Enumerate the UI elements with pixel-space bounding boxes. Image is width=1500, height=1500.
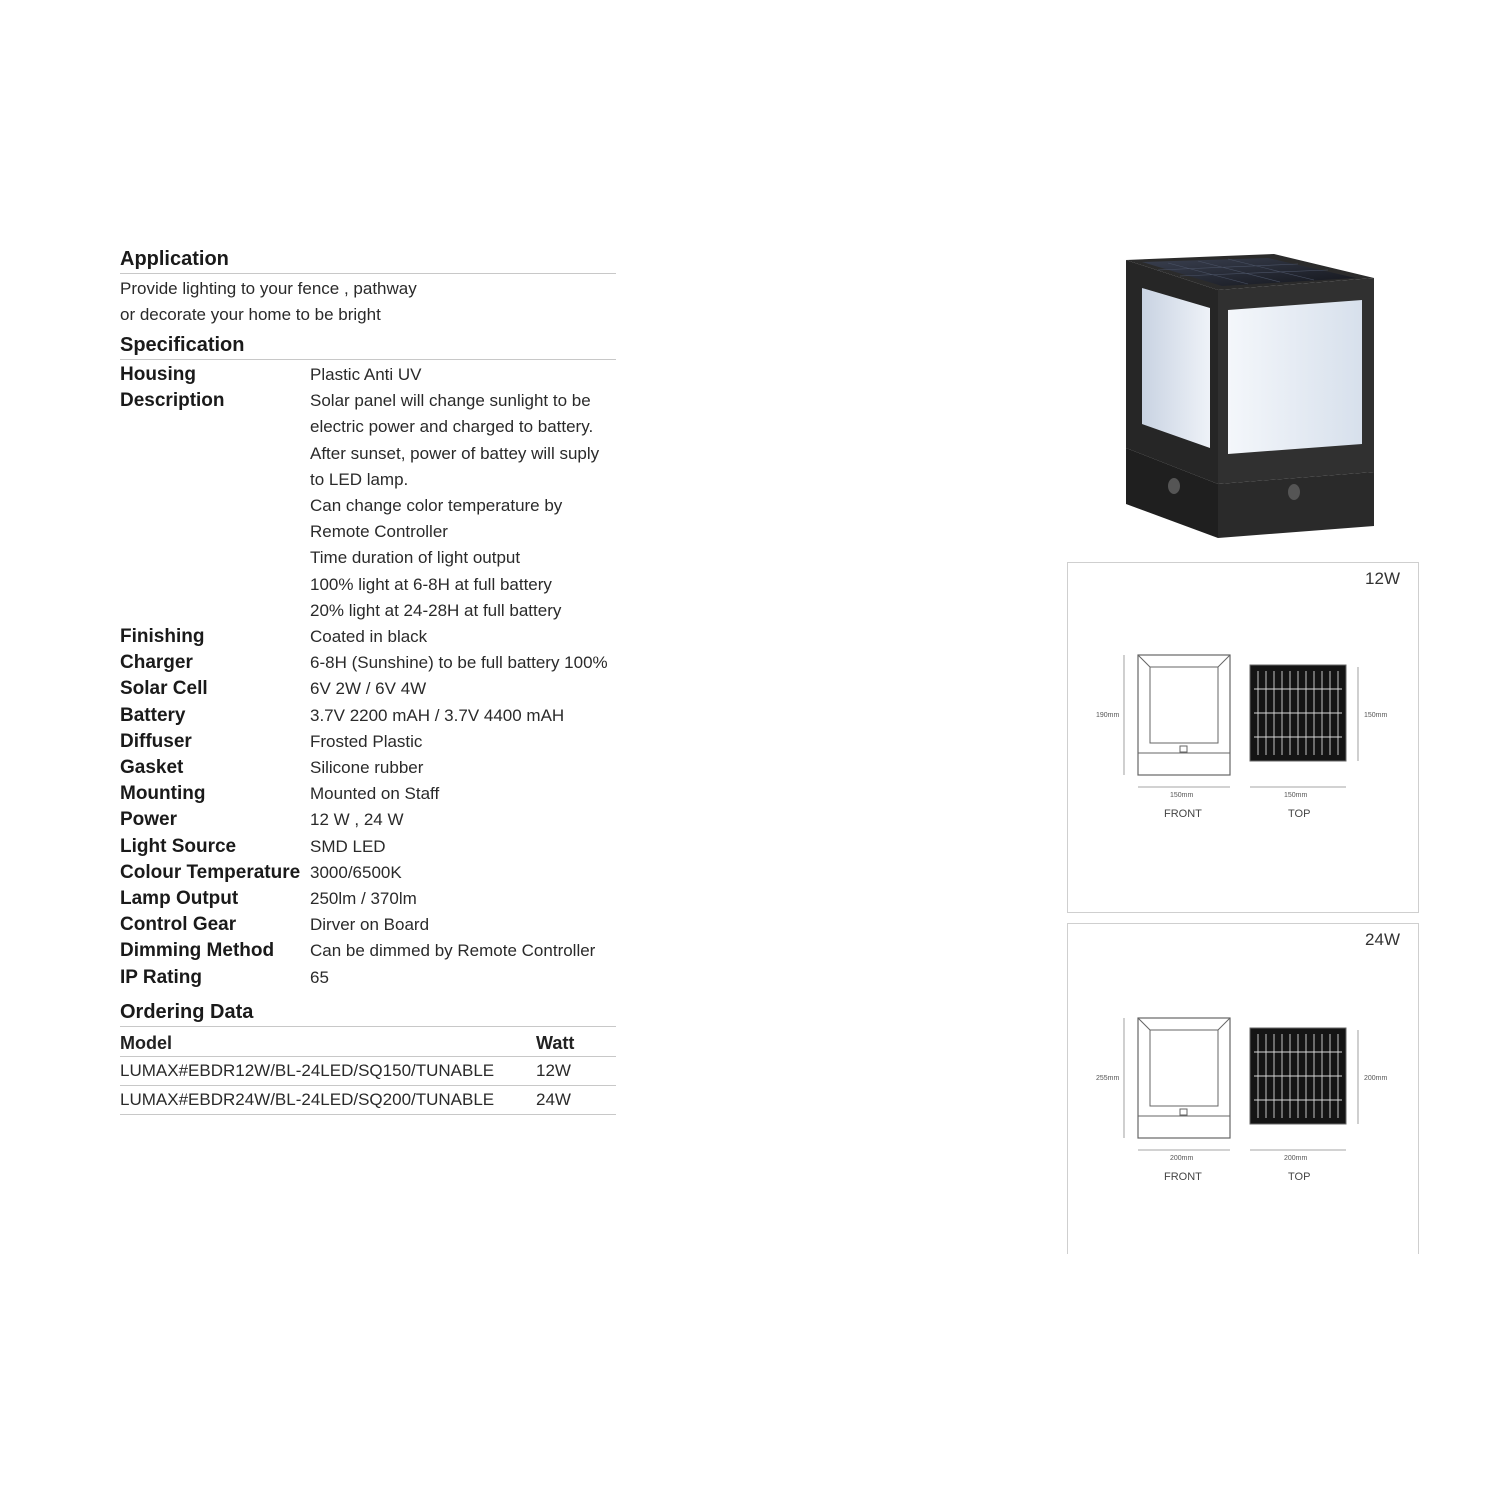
spec-row bbox=[120, 781, 616, 807]
spec-row bbox=[120, 703, 616, 729]
spec-value: Plastic Anti UV bbox=[310, 365, 422, 384]
specification-heading: Specification bbox=[120, 334, 616, 360]
spec-row bbox=[120, 362, 616, 388]
front-caption: FRONT bbox=[1164, 1171, 1202, 1183]
spec-label bbox=[120, 414, 310, 440]
spec-label: Lamp Output bbox=[120, 888, 239, 910]
spec-label: Mounting bbox=[120, 783, 206, 805]
model-cell: LUMAX#EBDR24W/BL-24LED/SQ200/TUNABLE bbox=[120, 1085, 536, 1114]
watt-column-header: Watt bbox=[536, 1027, 616, 1057]
model-cell: LUMAX#EBDR12W/BL-24LED/SQ150/TUNABLE bbox=[120, 1056, 536, 1085]
ordering-heading: Ordering Data bbox=[120, 1001, 616, 1027]
ordering-row bbox=[120, 1085, 616, 1114]
front-width-dim: 150mm bbox=[1170, 792, 1194, 799]
spec-value: 3.7V 2200 mAH / 3.7V 4400 mAH bbox=[310, 705, 565, 725]
spec-row bbox=[120, 807, 616, 833]
application-heading: Application bbox=[120, 248, 616, 274]
spec-value: to LED lamp. bbox=[310, 469, 409, 489]
spec-row bbox=[120, 388, 616, 414]
spec-label bbox=[120, 467, 310, 493]
ordering-table bbox=[120, 1027, 616, 1115]
spec-value: 65 bbox=[310, 967, 329, 987]
spec-label: Gasket bbox=[120, 757, 184, 779]
spec-value: Time duration of light output bbox=[310, 548, 521, 568]
spec-value: 250lm / 370lm bbox=[310, 889, 417, 909]
spec-row bbox=[120, 414, 616, 440]
spec-value: Can change color temperature by bbox=[310, 496, 563, 516]
spec-row bbox=[120, 676, 616, 702]
spec-label: Colour Temperature bbox=[120, 861, 301, 883]
application-line: or decorate your home to be bright bbox=[120, 305, 381, 324]
spec-row bbox=[120, 729, 616, 755]
spec-label: Control Gear bbox=[120, 914, 237, 936]
front-height-dim: 255mm bbox=[1096, 1075, 1120, 1082]
spec-row bbox=[120, 912, 616, 938]
spec-label: Finishing bbox=[120, 626, 205, 648]
top-width-dim: 200mm bbox=[1284, 1155, 1308, 1162]
spec-value: Dirver on Board bbox=[310, 915, 430, 935]
ordering-row bbox=[120, 1056, 616, 1085]
spec-row bbox=[120, 834, 616, 860]
watt-cell: 12W bbox=[536, 1056, 616, 1085]
spec-label: Light Source bbox=[120, 835, 237, 857]
spec-row bbox=[120, 441, 616, 467]
spec-row bbox=[120, 545, 616, 571]
spec-label: Diffuser bbox=[120, 730, 192, 752]
spec-row bbox=[120, 886, 616, 912]
spec-row bbox=[120, 938, 616, 964]
spec-row bbox=[120, 572, 616, 598]
spec-value: Remote Controller bbox=[310, 522, 448, 542]
spec-value: After sunset, power of battey will suply bbox=[310, 443, 600, 463]
spec-value: Mounted on Staff bbox=[310, 784, 440, 804]
technical-drawing-12w bbox=[1068, 563, 1418, 912]
spec-row bbox=[120, 598, 616, 624]
spec-label bbox=[120, 493, 310, 519]
spec-value: electric power and charged to battery. bbox=[310, 417, 594, 437]
front-height-dim: 190mm bbox=[1096, 712, 1120, 719]
watt-cell: 24W bbox=[536, 1085, 616, 1114]
specification-table bbox=[120, 360, 616, 991]
spec-value: Frosted Plastic bbox=[310, 731, 423, 751]
spec-value: 6-8H (Sunshine) to be full battery 100% bbox=[310, 653, 608, 673]
drawing-tag: 12W bbox=[1365, 569, 1400, 588]
spec-label: Housing bbox=[120, 364, 196, 385]
spec-row bbox=[120, 493, 616, 519]
front-width-dim: 200mm bbox=[1170, 1155, 1194, 1162]
spec-label: Description bbox=[120, 390, 225, 412]
spec-value: 100% light at 6-8H at full battery bbox=[310, 574, 552, 594]
spec-label bbox=[120, 441, 310, 467]
top-width-dim: 150mm bbox=[1284, 792, 1308, 799]
top-caption: TOP bbox=[1288, 808, 1311, 820]
spec-sheet bbox=[120, 248, 616, 1115]
drawing-24w bbox=[1067, 923, 1419, 1254]
spec-value: 20% light at 24-28H at full battery bbox=[310, 600, 562, 620]
spec-row bbox=[120, 624, 616, 650]
product-image bbox=[1118, 248, 1382, 545]
spec-label: Dimming Method bbox=[120, 940, 275, 962]
spec-label: Battery bbox=[120, 704, 186, 726]
front-caption: FRONT bbox=[1164, 808, 1202, 820]
spec-label bbox=[120, 572, 310, 598]
spec-value: 3000/6500K bbox=[310, 862, 402, 882]
spec-row bbox=[120, 467, 616, 493]
drawing-12w bbox=[1067, 562, 1419, 913]
spec-label: IP Rating bbox=[120, 966, 202, 988]
technical-drawing-24w bbox=[1068, 924, 1418, 1254]
spec-value: 12 W , 24 W bbox=[310, 810, 404, 830]
top-height-dim: 200mm bbox=[1364, 1075, 1388, 1082]
spec-value: Solar panel will change sunlight to be bbox=[310, 391, 591, 411]
spec-label: Solar Cell bbox=[120, 678, 208, 700]
spec-value: SMD LED bbox=[310, 836, 386, 856]
spec-label: Power bbox=[120, 809, 178, 831]
top-caption: TOP bbox=[1288, 1171, 1311, 1183]
spec-label bbox=[120, 519, 310, 545]
spec-row bbox=[120, 860, 616, 886]
spec-row bbox=[120, 519, 616, 545]
model-column-header: Model bbox=[120, 1027, 536, 1057]
spec-label bbox=[120, 598, 310, 624]
ordering-header-row bbox=[120, 1027, 616, 1057]
drawing-tag: 24W bbox=[1365, 930, 1400, 949]
top-height-dim: 150mm bbox=[1364, 712, 1388, 719]
spec-value: Can be dimmed by Remote Controller bbox=[310, 941, 596, 961]
application-line: Provide lighting to your fence , pathway bbox=[120, 279, 417, 298]
spec-value: Silicone rubber bbox=[310, 758, 424, 778]
spec-row bbox=[120, 755, 616, 781]
spec-label: Charger bbox=[120, 652, 193, 674]
spec-label bbox=[120, 545, 310, 571]
spec-row bbox=[120, 650, 616, 676]
spec-value: 6V 2W / 6V 4W bbox=[310, 679, 427, 699]
spec-value: Coated in black bbox=[310, 627, 428, 647]
spec-row bbox=[120, 965, 616, 991]
